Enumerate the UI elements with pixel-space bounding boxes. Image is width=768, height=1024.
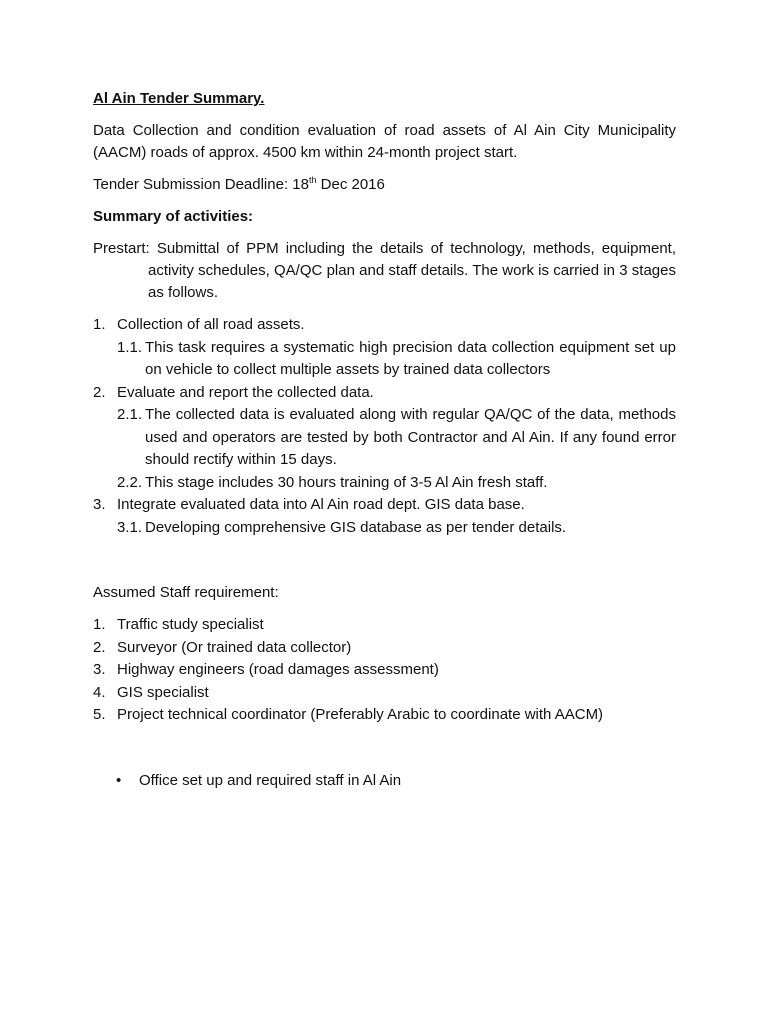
activity-text: This task requires a systematic high precision data collection equipment set up on vehicle to collect multiple assets by trained data collectors (145, 338, 676, 378)
activity-number: 2. (93, 383, 106, 401)
activity-item (93, 494, 676, 517)
project-description: Data Collection and condition evaluation of road assets of Al Ain City Municipality (AACM) roads of approx. 4500 km within 24-month project start. (93, 122, 676, 161)
summary-heading: Summary of activities: (93, 208, 254, 225)
activity-subitem (93, 472, 676, 495)
submission-deadline (93, 174, 676, 196)
activity-number: 3.1. (117, 518, 143, 536)
activity-item (93, 314, 676, 337)
staff-text: Highway engineers (road damages assessment) (117, 661, 439, 678)
staff-text: Project technical coordinator (Preferably Arabic to coordinate with AACM) (117, 706, 604, 723)
activity-text: Evaluate and report the collected data. (117, 383, 374, 401)
staff-heading: Assumed Staff requirement: (93, 584, 279, 601)
activity-subitem (93, 404, 676, 472)
document-title: Al Ain Tender Summary. (93, 90, 265, 107)
activity-subitem (93, 337, 676, 382)
staff-list (93, 614, 676, 727)
activity-text: Collection of all road assets. (117, 316, 305, 333)
bullet-icon: • (116, 771, 122, 789)
activity-subitem (93, 517, 676, 540)
staff-text: Surveyor (Or trained data collector) (117, 638, 352, 656)
staff-number: 3. (93, 661, 106, 678)
activity-number: 2.2. (117, 473, 143, 491)
staff-item (93, 637, 676, 660)
staff-number: 4. (93, 683, 106, 701)
staff-text: Traffic study specialist (117, 616, 264, 633)
deadline-superscript: th (308, 175, 317, 185)
activity-number: 1. (93, 316, 106, 333)
staff-number: 1. (93, 616, 106, 633)
activity-number: 3. (93, 496, 106, 513)
staff-text: GIS specialist (117, 683, 209, 701)
activity-number: 2.1. (117, 406, 143, 423)
activity-number: 1.1. (117, 338, 143, 356)
bullet-list (93, 770, 676, 792)
activity-text: Integrate evaluated data into Al Ain road dept. GIS data base. (117, 496, 525, 513)
activity-text: The collected data is evaluated along with regular QA/QC of the data, methods used and operators are tested by both Contractor and Al Ain. If any found error should rectify within 15 days. (145, 406, 676, 468)
staff-item (93, 659, 676, 682)
staff-item (93, 704, 676, 727)
staff-item (93, 682, 676, 705)
deadline-label: Tender Submission Deadline: 18 (93, 176, 309, 193)
staff-number: 5. (93, 706, 106, 723)
activity-text: This stage includes 30 hours training of 3-5 Al Ain fresh staff. (145, 473, 548, 491)
staff-item (93, 614, 676, 637)
bullet-text: Office set up and required staff in Al Ain (139, 771, 402, 789)
prestart-paragraph: Prestart: Submittal of PPM including the details of technology, methods, equipment, activity schedules, QA/QC plan and staff details. The work is carried in 3 stages as follows. (93, 240, 676, 301)
deadline-rest: Dec 2016 (316, 176, 385, 193)
bullet-item (93, 770, 676, 792)
staff-number: 2. (93, 638, 106, 656)
document-page (93, 88, 676, 792)
activities-list (93, 314, 676, 539)
activity-item (93, 382, 676, 405)
activity-text: Developing comprehensive GIS database as per tender details. (145, 518, 567, 536)
